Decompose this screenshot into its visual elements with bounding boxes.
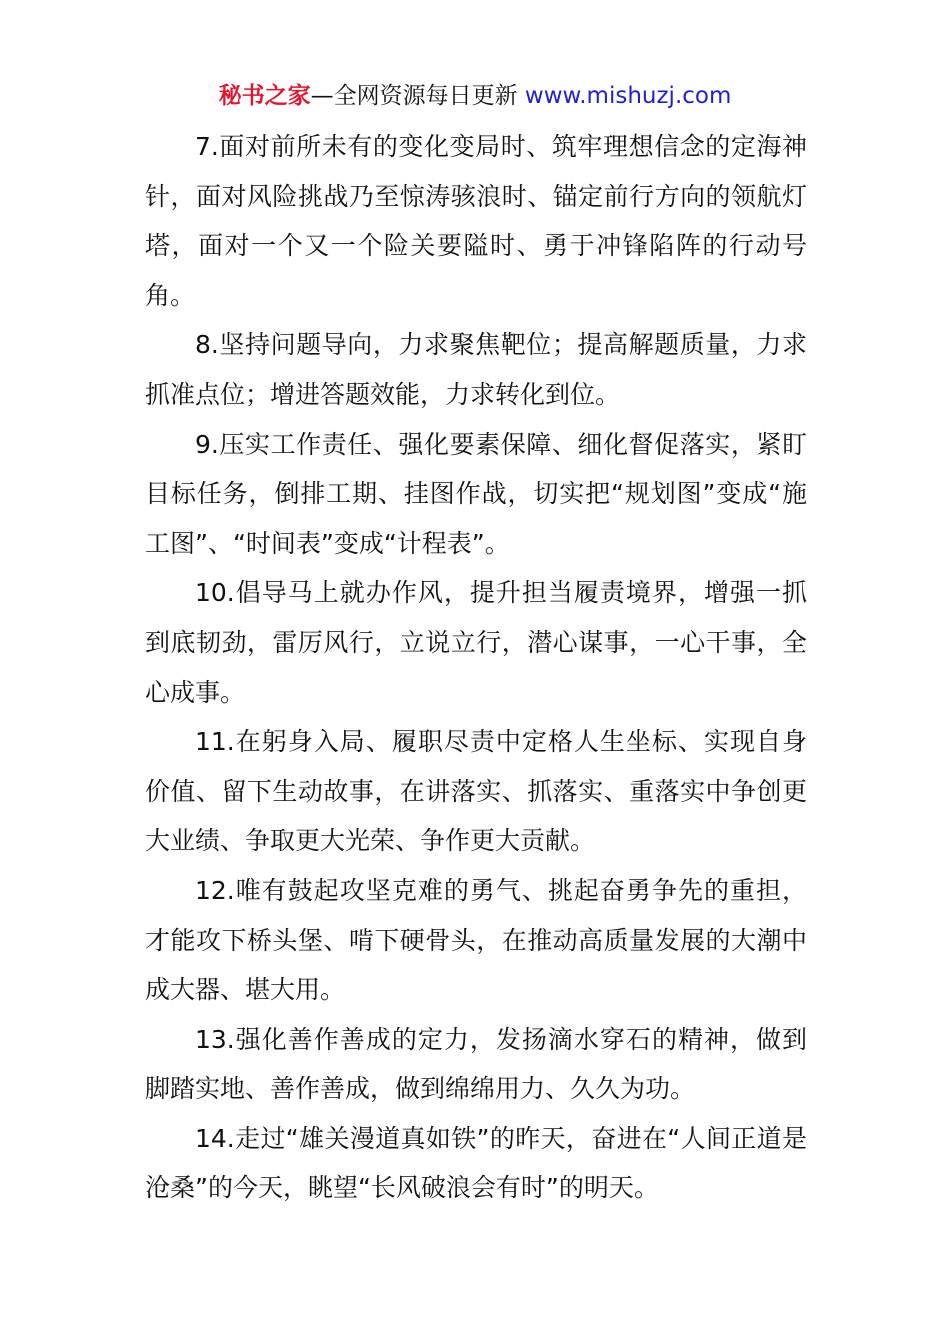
paragraph-14: 14.走过“雄关漫道真如铁”的昨天，奋进在“人间正道是沧桑”的今天，眺望“长风破浪会有时”的明天。	[145, 1123, 807, 1203]
paragraph-7: 7.面对前所未有的变化变局时、筑牢理想信念的定海神针，面对风险挑战乃至惊涛骇浪时、锚定前行方向的领航灯塔，面对一个又一个险关要隘时、勇于冲锋陷阵的行动号角。	[145, 132, 807, 310]
site-brand: 秘书之家	[218, 83, 311, 109]
paragraph-8: 8.坚持问题导向，力求聚焦靶位；提高解题质量，力求抓准点位；增进答题效能，力求转化到位。	[145, 330, 807, 409]
site-url-link[interactable]: www.mishuzj.com	[524, 83, 732, 109]
site-tagline: —全网资源每日更新	[310, 83, 525, 109]
paragraph-12: 12.唯有鼓起攻坚克难的勇气、挑起奋勇争先的重担，才能攻下桥头堡、啃下硬骨头，在推动高质量发展的大潮中成大器、堪大用。	[145, 875, 807, 1005]
site-header	[0, 80, 950, 112]
paragraph-13: 13.强化善作善成的定力，发扬滴水穿石的精神，做到脚踏实地、善作善成，做到绵绵用力、久久为功。	[145, 1024, 807, 1104]
paragraph-11: 11.在躬身入局、履职尽责中定格人生坐标、实现自身价值、留下生动故事，在讲落实、抓落实、重落实中争创更大业绩、争取更大光荣、争作更大贡献。	[145, 727, 807, 856]
paragraph-10: 10.倡导马上就办作风，提升担当履责境界，增强一抓到底韧劲，雷厉风行，立说立行，潜心谋事，一心干事，全心成事。	[145, 578, 807, 707]
paragraph-9: 9.压实工作责任、强化要素保障、细化督促落实，紧盯目标任务，倒排工期、挂图作战，切实把“规划图”变成“施工图”、“时间表”变成“计程表”。	[145, 429, 807, 558]
document-body	[145, 122, 807, 1213]
